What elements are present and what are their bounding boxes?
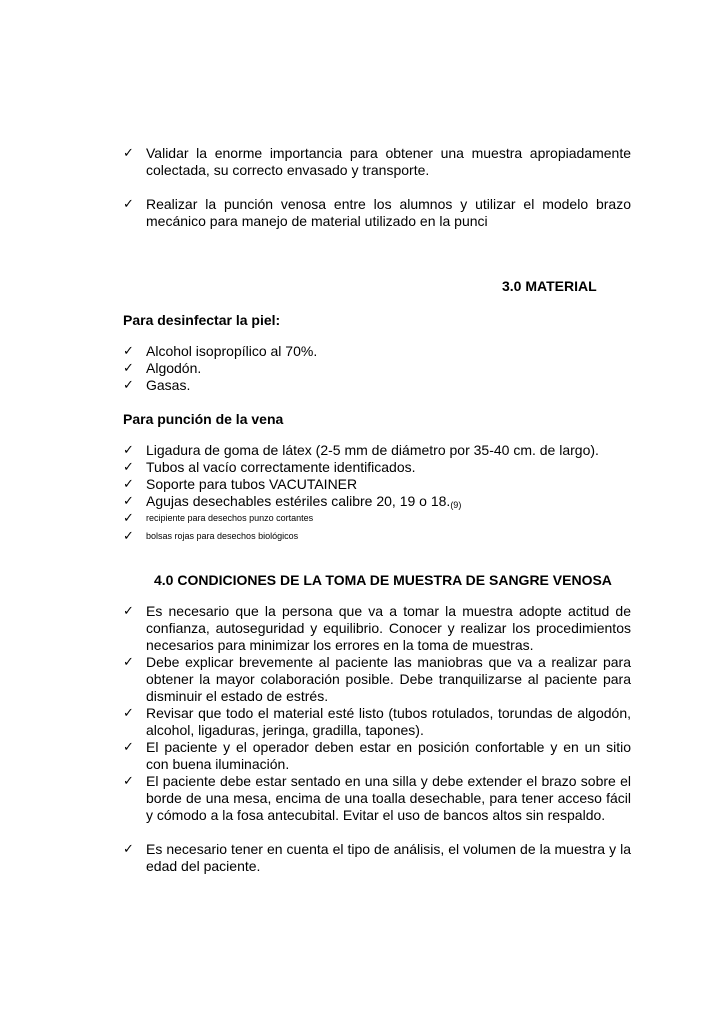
condition-item [123,603,631,654]
condition-text: El paciente debe estar sentado en una silla y debe extender el brazo sobre el borde de una mesa, encima de una toalla desechable, para tener acceso fácil y cómodo a la fosa antecubital. Evitar el uso de bancos altos sin respaldo. [146,773,631,823]
list-item [123,476,631,493]
list-item-text: Ligadura de goma de látex (2-5 mm de diámetro por 35-40 cm. de largo). [146,442,599,458]
objective-text: Realizar la punción venosa entre los alumnos y utilizar el modelo brazo mecánico para manejo de material utilizado en la punci [146,196,631,229]
list-item-text: Soporte para tubos VACUTAINER [146,476,358,492]
condition-item [123,654,631,705]
list-item [123,528,631,545]
checkmark-icon: ✓ [123,842,134,857]
condition-item [123,773,631,824]
objective-item [123,196,631,230]
list-item [123,360,631,377]
checkmark-icon: ✓ [123,443,134,458]
condition-item [123,841,631,875]
list-item [123,459,631,476]
condition-text: Es necesario tener en cuenta el tipo de análisis, el volumen de la muestra y la edad del paciente. [146,841,631,874]
checkmark-icon: ✓ [123,706,134,721]
section-heading-material: 3.0 MATERIAL [502,278,597,294]
checkmark-icon: ✓ [123,511,134,526]
section-heading-conditions: 4.0 CONDICIONES DE LA TOMA DE MUESTRA DE SANGRE VENOSA [154,572,612,588]
checkmark-icon: ✓ [123,774,134,789]
checkmark-icon: ✓ [123,197,134,212]
checkmark-icon: ✓ [123,494,134,509]
list-item-text: Gasas. [146,377,191,393]
condition-text: Revisar que todo el material esté listo (tubos rotulados, torundas de algodón, alcohol, ligaduras, jeringa, gradilla, tapones). [146,705,631,738]
list-item [123,377,631,394]
list-item-text: Agujas desechables estériles calibre 20, 19 o 18. [146,493,451,509]
list-item [123,343,631,360]
list-item-text: Tubos al vacío correctamente identificados. [146,459,416,475]
checkmark-icon: ✓ [123,655,134,670]
condition-item [123,705,631,739]
objective-text: Validar la enorme importancia para obtener una muestra apropiadamente colectada, su correcto envasado y transporte. [146,145,631,178]
checkmark-icon: ✓ [123,378,134,393]
checkmark-icon: ✓ [123,361,134,376]
list-item-text: recipiente para desechos punzo cortantes [146,513,314,523]
list-item-text: Alcohol isopropílico al 70%. [146,343,318,359]
checkmark-icon: ✓ [123,604,134,619]
checkmark-icon: ✓ [123,344,134,359]
checkmark-icon: ✓ [123,146,134,161]
objective-item [123,145,631,179]
list-item [123,510,631,527]
condition-item [123,739,631,773]
checkmark-icon: ✓ [123,740,134,755]
condition-text: Es necesario que la persona que va a tomar la muestra adopte actitud de confianza, autoseguridad y equilibrio. Conocer y realizar los procedimientos necesarios para minimizar los errores en la toma de muestras. [146,603,631,653]
list-item-text: Algodón. [146,360,202,376]
condition-text: El paciente y el operador deben estar en posición confortable y en un sitio con buena iluminación. [146,739,631,772]
list-item-text: bolsas rojas para desechos biológicos [146,531,299,541]
checkmark-icon: ✓ [123,477,134,492]
list-item [123,442,631,459]
reference-number: (9) [450,500,462,510]
checkmark-icon: ✓ [123,460,134,475]
subsection-title-vein: Para punción de la vena [123,411,284,427]
condition-text: Debe explicar brevemente al paciente las maniobras que va a realizar para obtener la mayor colaboración posible. Debe tranquilizarse al paciente para disminuir el estado de estrés. [146,654,631,704]
checkmark-icon: ✓ [123,529,134,544]
subsection-title-skin: Para desinfectar la piel: [123,312,281,328]
